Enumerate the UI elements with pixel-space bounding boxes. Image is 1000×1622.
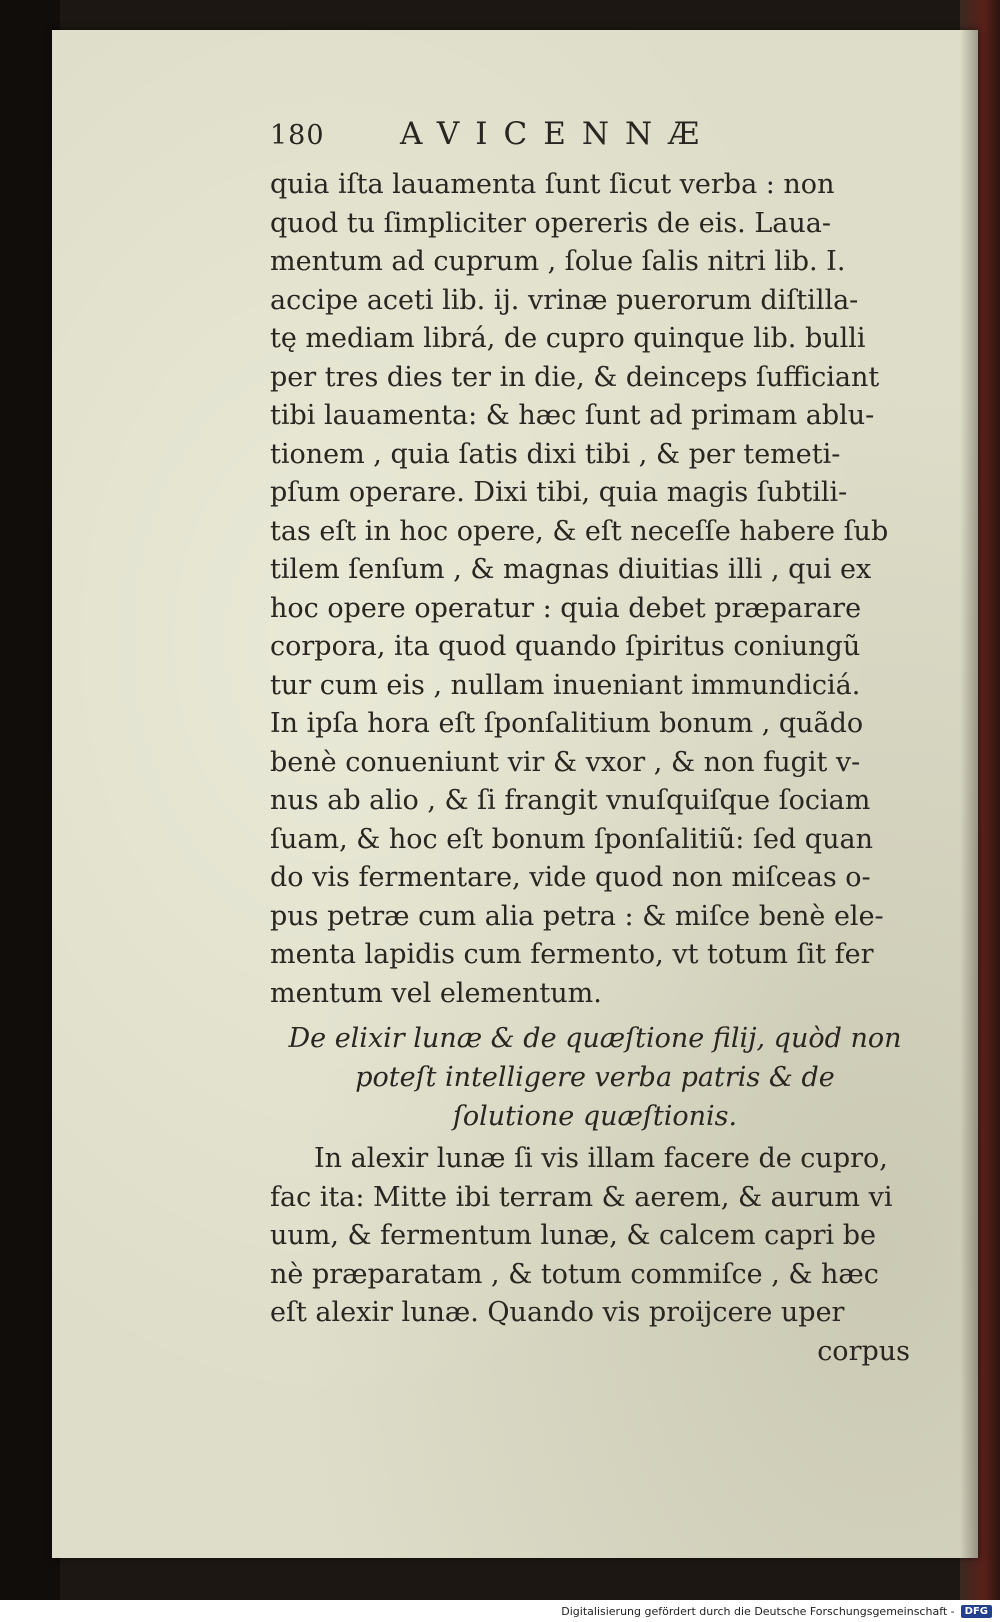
text-line: hoc opere operatur : quia debet præparare — [270, 592, 862, 624]
text-block — [270, 116, 920, 1371]
scan-background-left — [0, 0, 60, 1600]
catchword: corpus — [817, 1335, 910, 1367]
text-line: In ipſa hora eſt ſponſalitium bonum , quãdo — [270, 708, 864, 739]
text-line: per tres dies ter in die, & deinceps ſufficiant — [270, 361, 880, 393]
section-heading — [270, 1019, 920, 1136]
text-line: quia iſta lauamenta ſunt ſicut verba : non — [270, 169, 835, 200]
text-line: fac ita: Mitte ibi terram & aerem, & aurum vi — [270, 1181, 893, 1213]
paragraph-1 — [270, 166, 920, 1013]
text-line: tibi lauamenta: & hæc ſunt ad primam ablu- — [270, 400, 875, 431]
page-number: 180 — [270, 120, 325, 151]
text-line: eſt alexir lunæ. Quando vis proijcere uper — [270, 1297, 845, 1328]
heading-line: poteſt intelligere verba patris & de — [355, 1062, 835, 1093]
text-line: tionem , quia ſatis dixi tibi , & per temeti- — [270, 438, 841, 470]
running-head — [270, 116, 920, 166]
text-line: do vis fermentare, vide quod non miſceas o- — [270, 862, 871, 893]
funding-credit: Digitalisierung gefördert durch die Deutsche Forschungsgemeinschaft - — [561, 1604, 955, 1618]
running-title: AVICENNÆ — [400, 116, 716, 152]
text-line: uum, & fermentum lunæ, & calcem capri be — [270, 1220, 877, 1251]
page-gutter-shadow — [960, 30, 978, 1558]
text-line: tur cum eis , nullam inueniant immundiciá. — [270, 669, 861, 701]
text-line: ſuam, & hoc eſt bonum ſponſalitiũ: ſed quan — [270, 823, 873, 855]
text-line: pus petræ cum alia petra : & miſce benè ele- — [270, 900, 884, 932]
text-line: nè præparatam , & totum commiſce , & hæc — [270, 1258, 879, 1290]
dfg-logo-icon: DFG — [961, 1605, 992, 1618]
text-line: menta lapidis cum fermento, vt totum ſit fer — [270, 939, 874, 970]
paragraph-2 — [270, 1140, 920, 1333]
text-line: nus ab alio , & ſi frangit vnuſquiſque ſociam — [270, 785, 871, 816]
text-line: quod tu ſimpliciter opereris de eis. Laua- — [270, 207, 831, 239]
text-line: tilem ſenſum , & magnas diuitias illi , qui ex — [270, 554, 872, 585]
footer-bar — [0, 1600, 1000, 1622]
text-line: tas eſt in hoc opere, & eſt neceſſe habere ſub — [270, 515, 889, 547]
heading-line: De elixir lunæ & de quæſtione filij, quòd non — [288, 1023, 902, 1054]
text-line: In alexir lunæ ſi vis illam facere de cupro, — [314, 1143, 888, 1174]
text-line: corpora, ita quod quando ſpiritus coniungũ — [270, 631, 861, 662]
text-line: pſum operare. Dixi tibi, quia magis ſubtili- — [270, 477, 848, 508]
text-line: mentum vel elementum. — [270, 977, 602, 1009]
text-line: tę mediam librá, de cupro quinque lib. bulli — [270, 323, 866, 354]
text-line: accipe aceti lib. ij. vrinæ puerorum diſtilla- — [270, 284, 859, 316]
book-page — [52, 30, 978, 1558]
heading-line: ſolutione quæſtionis. — [452, 1101, 738, 1132]
text-line: mentum ad cuprum , ſolue ſalis nitri lib. I. — [270, 246, 846, 277]
text-line: benè conueniunt vir & vxor , & non fugit v- — [270, 746, 861, 778]
